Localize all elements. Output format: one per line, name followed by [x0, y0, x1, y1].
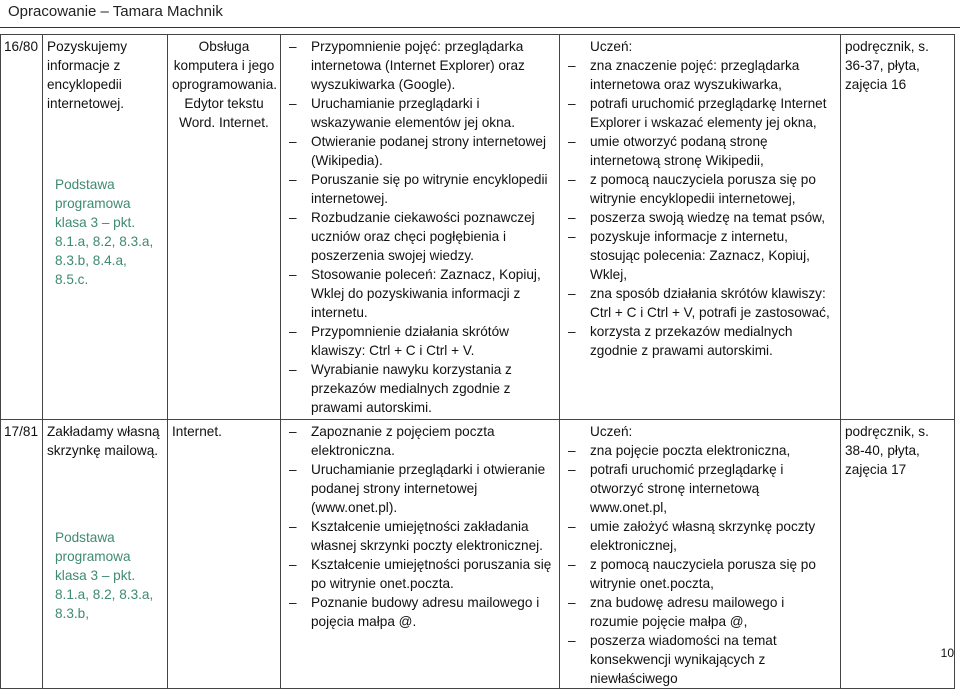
- lesson-topic: Pozyskujemy informacje z encyklopedii internetowej.: [47, 39, 128, 111]
- page-header: [0, 0, 960, 28]
- skills-cell: Internet.: [168, 420, 281, 689]
- list-item: – z pomocą nauczyciela porusza się po witrynie onet.poczta,: [564, 555, 836, 593]
- student-outcomes-list: [564, 56, 836, 360]
- student-outcomes-cell: [560, 420, 841, 689]
- lesson-topic: Zakładamy własną skrzynkę mailową.: [47, 424, 160, 458]
- list-item: – Wyrabianie nawyku korzystania z przekazów medialnych zgodnie z prawami autorskimi.: [285, 360, 555, 417]
- list-item: – Rozbudzanie ciekawości poznawczej uczniów oraz chęci pogłębienia i poszerzenia swojej wiedzy.: [285, 208, 555, 265]
- list-item: – Kształcenie umiejętności poruszania się po witrynie onet.poczta.: [285, 555, 555, 593]
- list-item: – umie otworzyć podaną stronę internetową stronę Wikipedii,: [564, 132, 836, 170]
- lesson-number: 16/80: [1, 35, 43, 420]
- list-item: – Zapoznanie z pojęciem poczta elektroniczna.: [285, 422, 555, 460]
- list-item: – Uruchamianie przeglądarki i otwieranie podanej strony internetowej (www.onet.pl).: [285, 460, 555, 517]
- lesson-number: 17/81: [1, 420, 43, 689]
- list-item: – zna sposób działania skrótów klawiszy: Ctrl + C i Ctrl + V, potrafi je zastosować,: [564, 284, 836, 322]
- lesson-plan-table: [0, 34, 955, 689]
- author-line: Opracowanie – Tamara Machnik: [8, 3, 223, 20]
- student-outcomes-cell: [560, 35, 841, 420]
- list-item: – Stosowanie poleceń: Zaznacz, Kopiuj, Wklej do pozyskiwania informacji z internetu.: [285, 265, 555, 322]
- teacher-goals-list: [285, 37, 555, 417]
- list-item: – pozyskuje informacje z internetu, stosując polecenia: Zaznacz, Kopiuj, Wklej,: [564, 227, 836, 284]
- list-item: – korzysta z przekazów medialnych zgodnie z prawami autorskimi.: [564, 322, 836, 360]
- curriculum-reference: Podstawa programowa klasa 3 – pkt. 8.1.a, 8.2, 8.3.a, 8.3.b,: [55, 530, 154, 621]
- list-item: – Przypomnienie działania skrótów klawiszy: Ctrl + C i Ctrl + V.: [285, 322, 555, 360]
- list-item: – Poznanie budowy adresu mailowego i pojęcia małpa @.: [285, 593, 555, 631]
- student-heading: Uczeń:: [590, 424, 633, 439]
- list-item: – poszerza swoją wiedzę na temat psów,: [564, 208, 836, 227]
- list-item: – zna budowę adresu mailowego i rozumie pojęcie małpa @,: [564, 593, 836, 631]
- list-item: – z pomocą nauczyciela porusza się po witrynie encyklopedii internetowej,: [564, 170, 836, 208]
- list-item: – Otwieranie podanej strony internetowej (Wikipedia).: [285, 132, 555, 170]
- teacher-goals-list: [285, 422, 555, 631]
- teacher-goals-cell: [281, 35, 560, 420]
- teacher-goals-cell: [281, 420, 560, 689]
- table-row: [1, 35, 955, 420]
- materials-cell: podręcznik, s. 38-40, płyta, zajęcia 17: [841, 420, 955, 689]
- list-item: – zna pojęcie poczta elektroniczna,: [564, 441, 836, 460]
- student-outcomes-list: [564, 441, 836, 688]
- list-item: – umie założyć własną skrzynkę poczty elektronicznej,: [564, 517, 836, 555]
- lesson-topic-cell: [43, 35, 168, 420]
- list-item: – zna znaczenie pojęć: przeglądarka internetowa oraz wyszukiwarka,: [564, 56, 836, 94]
- materials-cell: podręcznik, s. 36-37, płyta, zajęcia 16: [841, 35, 955, 420]
- list-item: – Przypomnienie pojęć: przeglądarka internetowa (Internet Explorer) oraz wyszukiwarka (Google).: [285, 37, 555, 94]
- list-item: – Kształcenie umiejętności zakładania własnej skrzynki poczty elektronicznej.: [285, 517, 555, 555]
- curriculum-reference: Podstawa programowa klasa 3 – pkt. 8.1.a, 8.2, 8.3.a, 8.3.b, 8.4.a, 8.5.c.: [55, 177, 154, 287]
- list-item: – Poruszanie się po witrynie encyklopedii internetowej.: [285, 170, 555, 208]
- table-row: [1, 420, 955, 689]
- student-heading: Uczeń:: [590, 39, 633, 54]
- lesson-topic-cell: [43, 420, 168, 689]
- list-item: – Uruchamianie przeglądarki i wskazywanie elementów jej okna.: [285, 94, 555, 132]
- skills-cell: Obsługa komputera i jego oprogramowania. Edytor tekstu Word. Internet.: [168, 35, 281, 420]
- list-item: – potrafi uruchomić przeglądarkę i otworzyć stronę internetową www.onet.pl,: [564, 460, 836, 517]
- list-item: – poszerza wiadomości na temat konsekwencji wynikających z niewłaściwego: [564, 631, 836, 688]
- list-item: – potrafi uruchomić przeglądarkę Internet Explorer i wskazać elementy jej okna,: [564, 94, 836, 132]
- page-number: 10: [940, 646, 954, 660]
